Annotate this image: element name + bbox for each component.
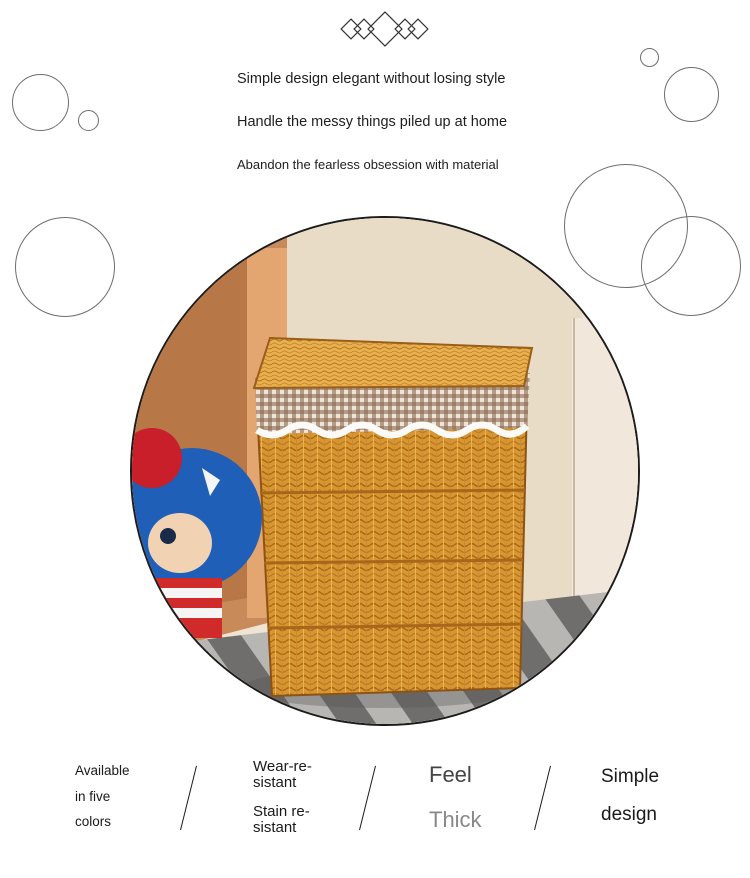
feature-stain-line1: Stain re- [253,803,310,820]
product-photo [130,216,640,726]
tagline-messy: Handle the messy things piled up at home [237,114,508,130]
decorative-circle [641,216,741,316]
decorative-circle [640,48,659,67]
decorative-circle [12,74,69,131]
laundry-hamper-illustration [132,218,640,726]
feature-colors-line2: in five [75,789,111,804]
feature-feel: Feel [429,762,472,787]
tagline-material: Abandon the fearless obsession with material [237,157,499,172]
decorative-circle [78,110,99,131]
divider [534,766,551,830]
feature-stain-line2: sistant [253,819,297,836]
feature-wear-line1: Wear-re- [253,758,312,775]
tagline-style: Simple design elegant without losing style [237,71,506,87]
feature-wear-line2: sistant [253,774,297,791]
feature-design: design [601,804,657,825]
divider [180,766,197,830]
feature-colors-line3: colors [75,814,112,829]
diamond-ornament-icon [340,10,432,52]
feature-thick: Thick [429,807,482,832]
divider [359,766,376,830]
feature-colors-line1: Available [75,763,130,778]
decorative-circle [664,67,719,122]
feature-simple: Simple [601,766,660,787]
decorative-circle [15,217,115,317]
